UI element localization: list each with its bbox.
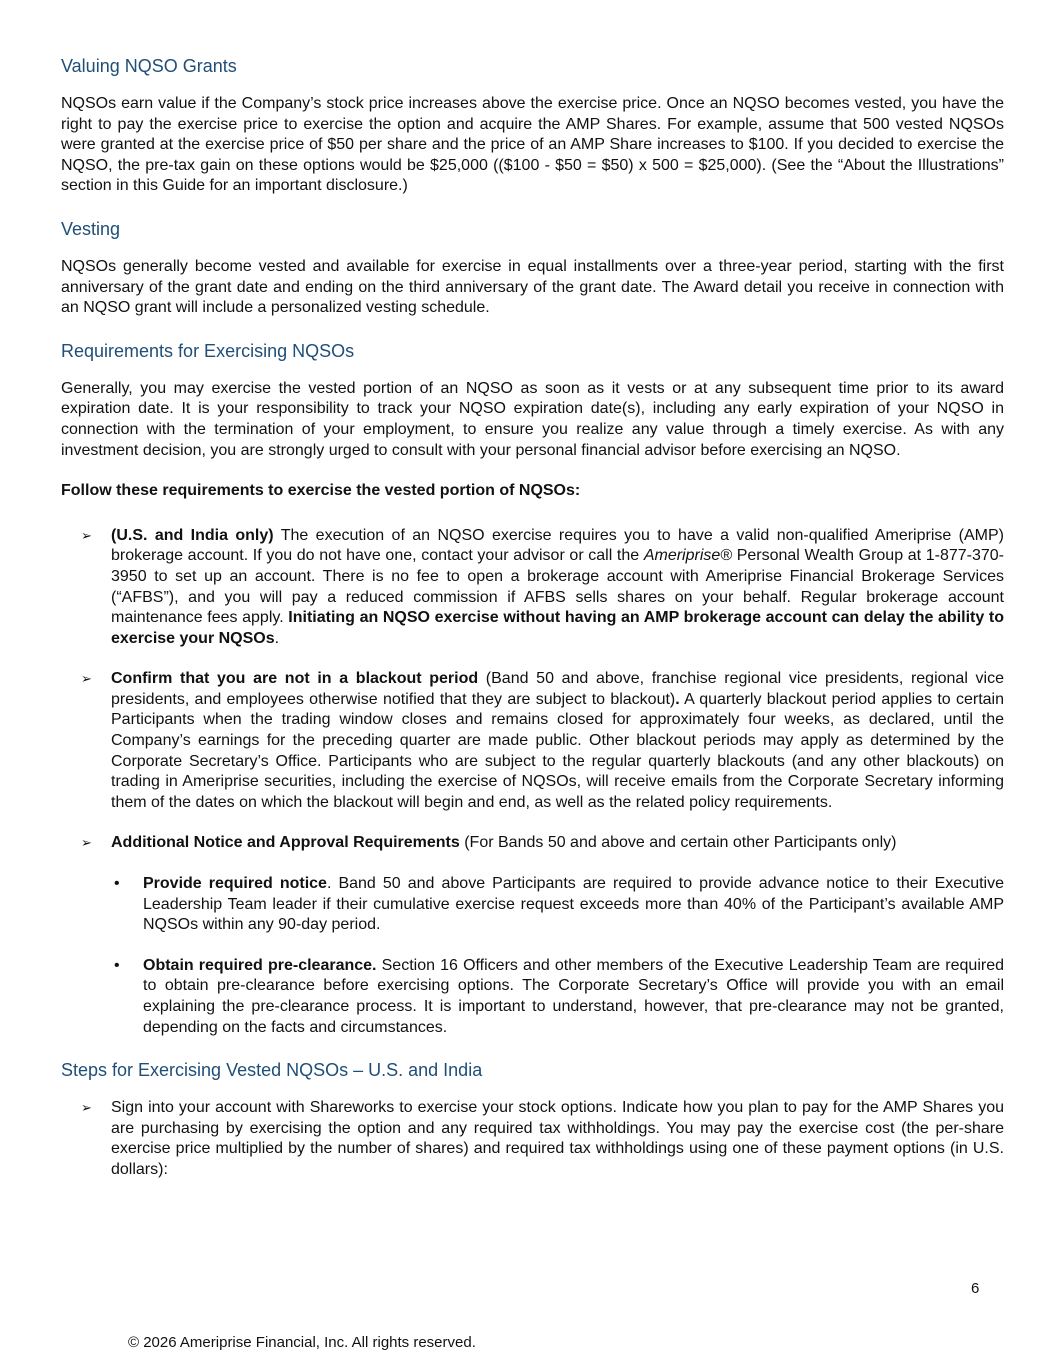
- requirement-2-text-b: A quarterly blackout period applies to certain Participants when the trading window closes and remains closed for approximately four weeks, as declared, until the Company’s earnings for the preceding quarter are made public. Other blackout periods may apply as determined by the Corporate Secretary’s Office. Participants who are subject to the regular quarterly blackouts (and any other blackouts) on trading in Ameriprise securities, including the exercise of NQSOs, will receive emails from the Corporate Secretary informing them of the dates on which the blackout will begin and end, as well as the related policy requirements.: [111, 690, 1005, 811]
- arrow-bullet-icon: ➢: [81, 1100, 92, 1116]
- paragraph-valuing: NQSOs earn value if the Company’s stock price increases above the exercise price. Once an NQSO becomes vested, you have the right to pay the exercise price to exercise the option and acquire the AMP Shares. For example, assume that 500 vested NQSOs were granted at the exercise price of $50 per share and the price of an AMP Share increases to $100. If you decided to exercise the NQSO, the pre-tax gain on these options would be $25,000 (($100 - $50 = $50) x 500 = $25,000). (See the “About the Illustrations” section in this Guide for an important disclosure.): [61, 95, 1004, 195]
- requirement-1-text-b: Personal Wealth Group at 1-877-370-3950 to set up an account. There is no fee to open a brokerage account with Ameriprise Financial Brokerage Services (“AFBS”), and you will pay a reduced commission if AFBS sells shares on your behalf. Regular brokerage account maintenance fees apply.: [111, 547, 1005, 627]
- requirement-3-lead: Additional Notice and Approval Requirements: [111, 834, 460, 852]
- arrow-bullet-icon: ➢: [81, 671, 92, 687]
- subrequirement-pre-clearance: [111, 956, 1004, 1038]
- requirement-1-end: .: [274, 629, 280, 647]
- requirement-2-text-a: (Band 50 and above, franchise regional vice presidents, regional vice presidents, and employees otherwise notified that they are subject to blackout): [111, 670, 1004, 708]
- steps-list: [61, 1098, 1004, 1180]
- requirement-3-text: (For Bands 50 and above and certain other Participants only): [459, 834, 897, 852]
- heading-valuing-nqso-grants: Valuing NQSO Grants: [61, 56, 237, 76]
- paragraph-vesting: NQSOs generally become vested and available for exercise in equal installments over a three-year period, starting with the first anniversary of the grant date and ending on the third anniversary of the grant date. The Award detail you receive in connection with an NQSO grant will include a personalized vesting schedule.: [61, 257, 1004, 317]
- requirements-lead: Follow these requirements to exercise the vested portion of NQSOs:: [61, 482, 581, 500]
- requirement-blackout-period: [61, 669, 1004, 813]
- page-content: [61, 54, 1004, 1201]
- heading-vesting: Vesting: [61, 218, 121, 239]
- heading-requirements: Requirements for Exercising NQSOs: [61, 340, 355, 361]
- subrequirement-required-notice: [111, 874, 1004, 936]
- step-1-text: Sign into your account with Shareworks to exercise your stock options. Indicate how you plan to pay for the AMP Shares you are purchasing by exercising the option and any required tax withholdings. You may pay the exercise cost (the per-share exercise price multiplied by the number of shares) and required tax withholdings using one of these payment options (in U.S. dollars):: [111, 1099, 1004, 1178]
- arrow-bullet-icon: ➢: [81, 527, 92, 543]
- bullet-dot-icon: •: [114, 875, 120, 893]
- requirement-1-brand: Ameriprise®: [643, 547, 733, 565]
- copyright-footer: © 2026 Ameriprise Financial, Inc. All rights reserved.: [128, 1334, 476, 1351]
- step-sign-into-shareworks: [61, 1098, 1004, 1180]
- requirement-brokerage-account: [61, 526, 1004, 650]
- additional-requirements-sublist: [111, 874, 1004, 1038]
- requirement-2-dot: .: [675, 690, 680, 708]
- arrow-bullet-icon: ➢: [81, 835, 92, 851]
- requirement-1-warning: Initiating an NQSO exercise without having an AMP brokerage account can delay the ability to exercise your NQSOs: [111, 609, 1005, 647]
- subrequirement-1-lead: Provide required notice: [143, 875, 327, 893]
- requirements-list: [61, 526, 1004, 1038]
- page-number: 6: [971, 1280, 980, 1297]
- requirement-additional-notice: [61, 833, 1004, 1038]
- paragraph-requirements: Generally, you may exercise the vested portion of an NQSO as soon as it vests or at any subsequent time prior to its award expiration date. It is your responsibility to track your NQSO expiration date(s), including any early expiration of your NQSO in connection with the termination of your employment, to ensure you realize any value through a timely exercise. As with any investment decision, you are strongly urged to consult with your personal financial advisor before exercising an NQSO.: [61, 379, 1004, 459]
- subrequirement-1-text: . Band 50 and above Participants are required to provide advance notice to their Executive Leadership Team leader if their cumulative exercise request exceeds more than 40% of the Participant’s available AMP NQSOs within any 90-day period.: [143, 875, 1004, 934]
- subrequirement-2-text: Section 16 Officers and other members of the Executive Leadership Team are required to obtain pre-clearance before exercising options. The Corporate Secretary’s Office will provide you with an email explaining the pre-clearance process. It is important to understand, however, that pre-clearance may not be granted, depending on the facts and circumstances.: [143, 956, 1004, 1036]
- subrequirement-2-lead: Obtain required pre-clearance.: [143, 956, 377, 974]
- bullet-dot-icon: •: [114, 956, 120, 974]
- requirement-1-lead: (U.S. and India only): [111, 526, 274, 544]
- requirement-2-lead: Confirm that you are not in a blackout period: [111, 670, 479, 688]
- heading-steps-exercising: Steps for Exercising Vested NQSOs – U.S. and India: [61, 1060, 483, 1081]
- requirement-1-text-a: The execution of an NQSO exercise requires you to have a valid non-qualified Ameriprise (AMP) brokerage account. If you do not have one, contact your advisor or call the: [111, 526, 1005, 565]
